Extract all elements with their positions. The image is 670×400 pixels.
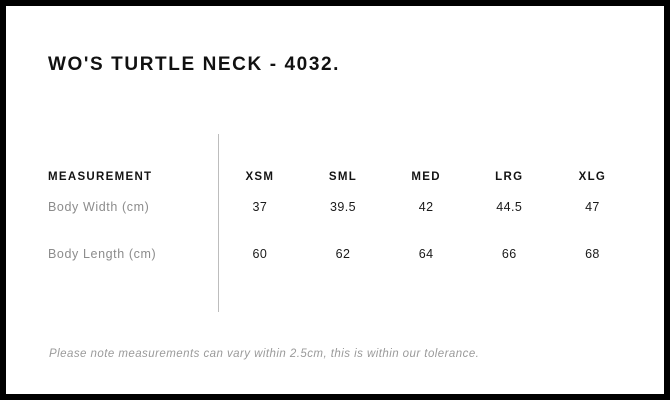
cell-body-width-lrg: 44.5: [496, 199, 523, 214]
size-chart-card: [6, 6, 664, 394]
column-header-sml: SML: [328, 171, 358, 183]
column-header-measurement: MEASUREMENT: [48, 171, 153, 183]
cell-body-width-xlg: 47: [585, 199, 600, 214]
size-table: [48, 126, 634, 277]
tolerance-note: Please note measurements can vary within 2.5cm, this is within our tolerance.: [49, 348, 480, 360]
cell-body-length-med: 64: [418, 246, 434, 261]
column-header-xsm: XSM: [245, 171, 275, 183]
cell-body-length-xsm: 60: [252, 246, 268, 261]
table-header: [48, 126, 634, 183]
cell-body-width-med: 42: [418, 199, 434, 214]
row-label-body-width: Body Width (cm): [48, 199, 150, 214]
column-header-lrg: LRG: [495, 171, 524, 183]
table-row: [48, 230, 634, 277]
size-table-container: [48, 126, 634, 277]
table-header-row: [48, 126, 634, 183]
cell-body-width-xsm: 37: [252, 199, 268, 214]
table-row: [48, 183, 634, 230]
cell-body-width-sml: 39.5: [330, 199, 356, 214]
page-title: WO'S TURTLE NECK - 4032.: [48, 54, 341, 75]
column-header-xlg: XLG: [578, 171, 607, 183]
cell-body-length-lrg: 66: [501, 246, 517, 261]
column-header-med: MED: [411, 171, 441, 183]
cell-body-length-xlg: 68: [585, 246, 600, 261]
cell-body-length-sml: 62: [335, 246, 351, 261]
table-body: [48, 183, 634, 277]
row-label-body-length: Body Length (cm): [48, 246, 157, 261]
